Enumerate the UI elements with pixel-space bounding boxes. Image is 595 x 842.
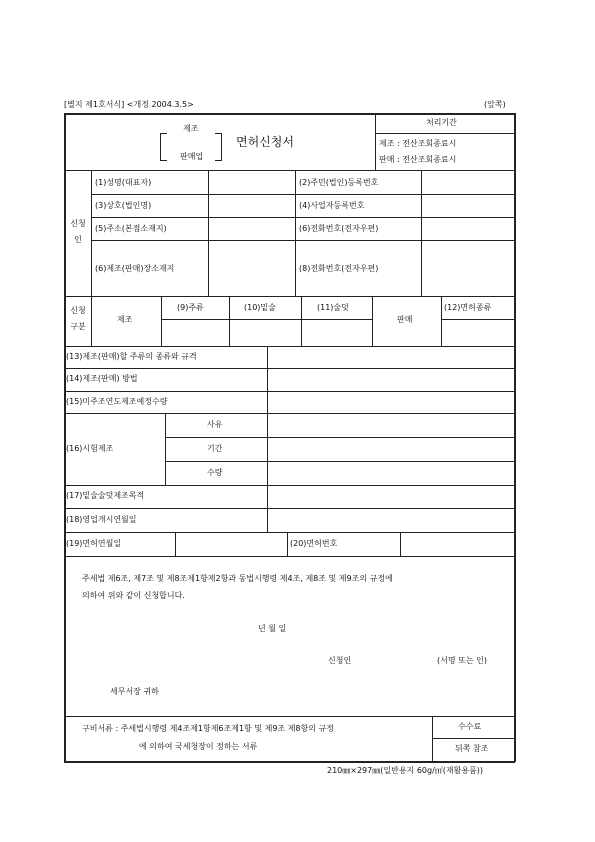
row-license-date-label: (19)면허연월일 [66,539,122,548]
field-site-phone-label: (8)전화번호(전자우편) [299,264,379,273]
fee-value: 뒤쪽 참조 [455,744,489,753]
applicant-section-line1: 신청 [70,219,86,228]
page-title: 면허신청서 [236,135,294,149]
title-sales: 판매업 [180,152,204,161]
field-site-address-label: (6)제조(판매)장소재지 [95,264,175,273]
row-method-label: (14)제조(판매) 방법 [66,374,138,383]
row-start-date-label: (18)영업개시연월일 [66,515,137,524]
category-manufacture: 제조 [117,315,133,324]
category-section-label [66,307,90,331]
trial-quantity-label: 수량 [207,468,223,477]
paper-spec: 210㎜×297㎜(일반용지 60g/㎡(재활용품)) [327,766,484,775]
fee-label: 수수료 [458,722,482,731]
title-bracket-right [215,133,222,161]
field-address-label: (5)주소(본점소재지) [95,224,167,233]
signature-note: (서명 또는 인) [437,656,487,665]
row-purpose-label: (17)밑술술덧제조목적 [66,491,145,500]
title-bracket-left [160,133,167,161]
category-section-line1: 신청 [70,306,86,315]
category-liquor: (9)주류 [177,303,204,312]
required-documents-line2: 에 의하여 국세청장이 정하는 서류 [139,742,258,751]
trial-period-label: 기간 [207,444,223,453]
field-business-number-label: (4)사업자등록번호 [299,201,365,210]
field-name-label: (1)성명(대표자) [95,178,152,187]
statement-date: 년 월 일 [258,624,287,633]
applicant-section-line2: 인 [74,235,82,244]
category-sale: 판매 [397,315,413,324]
trial-reason-label: 사유 [207,420,223,429]
title-manufacture: 제조 [183,124,199,133]
required-documents-line1: 구비서류 : 주세법시행령 제4조제1항제6조제1항 및 제9조 제8항의 규정 [82,724,334,733]
field-company-name-label: (3)상호(법인명) [95,201,152,210]
row-planned-quantity-label: (15)미주조연도제조예정수량 [66,397,168,406]
page-side-label: (앞쪽) [484,100,506,109]
processing-period-label: 처리기간 [426,118,457,127]
row-license-number-label: (20)면허번호 [290,539,338,548]
field-phone-label: (6)전화번호(전자우편) [299,224,379,233]
row-trial-manufacture-label: (16)시험제조 [66,444,114,453]
processing-manufacture: 제조 : 전산조회종료시 [379,139,457,148]
processing-sales: 판매 : 전산조회종료시 [379,155,457,164]
category-base-liquor: (10)밑술 [244,303,276,312]
field-registration-number-label: (2)주민(법인)등록번호 [299,178,379,187]
applicant-signature-label: 신청인 [328,656,352,665]
category-mash: (11)술덧 [317,303,349,312]
statement-line2: 의하여 위와 같이 신청합니다. [82,591,185,600]
statement-line1: 주세법 제6조, 제7조 및 제8조제1항제2항과 동법시행령 제4조, 제8조 및 제9조의 규정에 [82,574,393,583]
row-liquor-spec-label: (13)제조(판매)할 주류의 종류와 규격 [66,352,197,361]
form-label: [별지 제1호서식] <개정 2004.3.5> [64,100,194,109]
applicant-section-label [66,220,90,244]
category-section-line2: 구분 [70,322,86,331]
recipient: 세무서장 귀하 [110,687,159,696]
category-license-type: (12)면허종류 [444,303,492,312]
